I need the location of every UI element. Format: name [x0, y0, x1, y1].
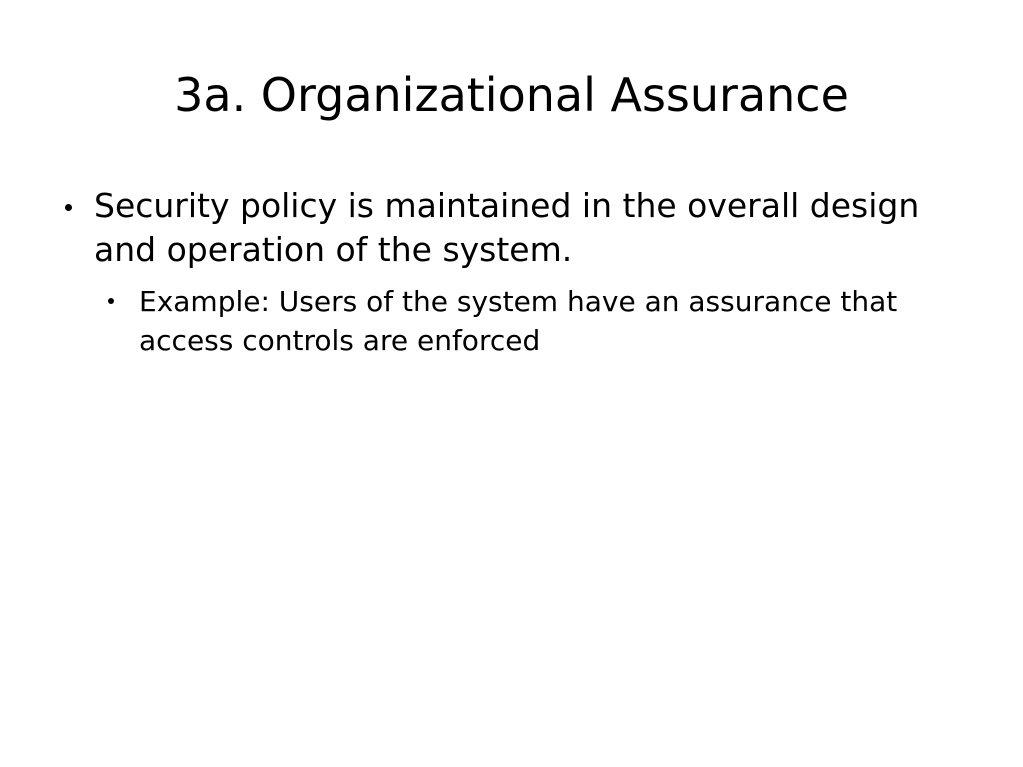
bullet-dot-icon — [65, 204, 72, 211]
bullet-text: Security policy is maintained in the overall design and operation of the system. — [94, 186, 920, 269]
bullet-item — [60, 184, 980, 360]
sub-bullet-item — [94, 282, 980, 360]
sub-bullet-dot-icon — [108, 298, 114, 304]
slide-title: 3a. Organizational Assurance — [174, 68, 849, 122]
sub-bullet-text: Example: Users of the system have an assurance that access controls are enforced — [139, 285, 898, 357]
bullet-list — [60, 184, 980, 360]
sub-bullet-list — [94, 282, 980, 360]
